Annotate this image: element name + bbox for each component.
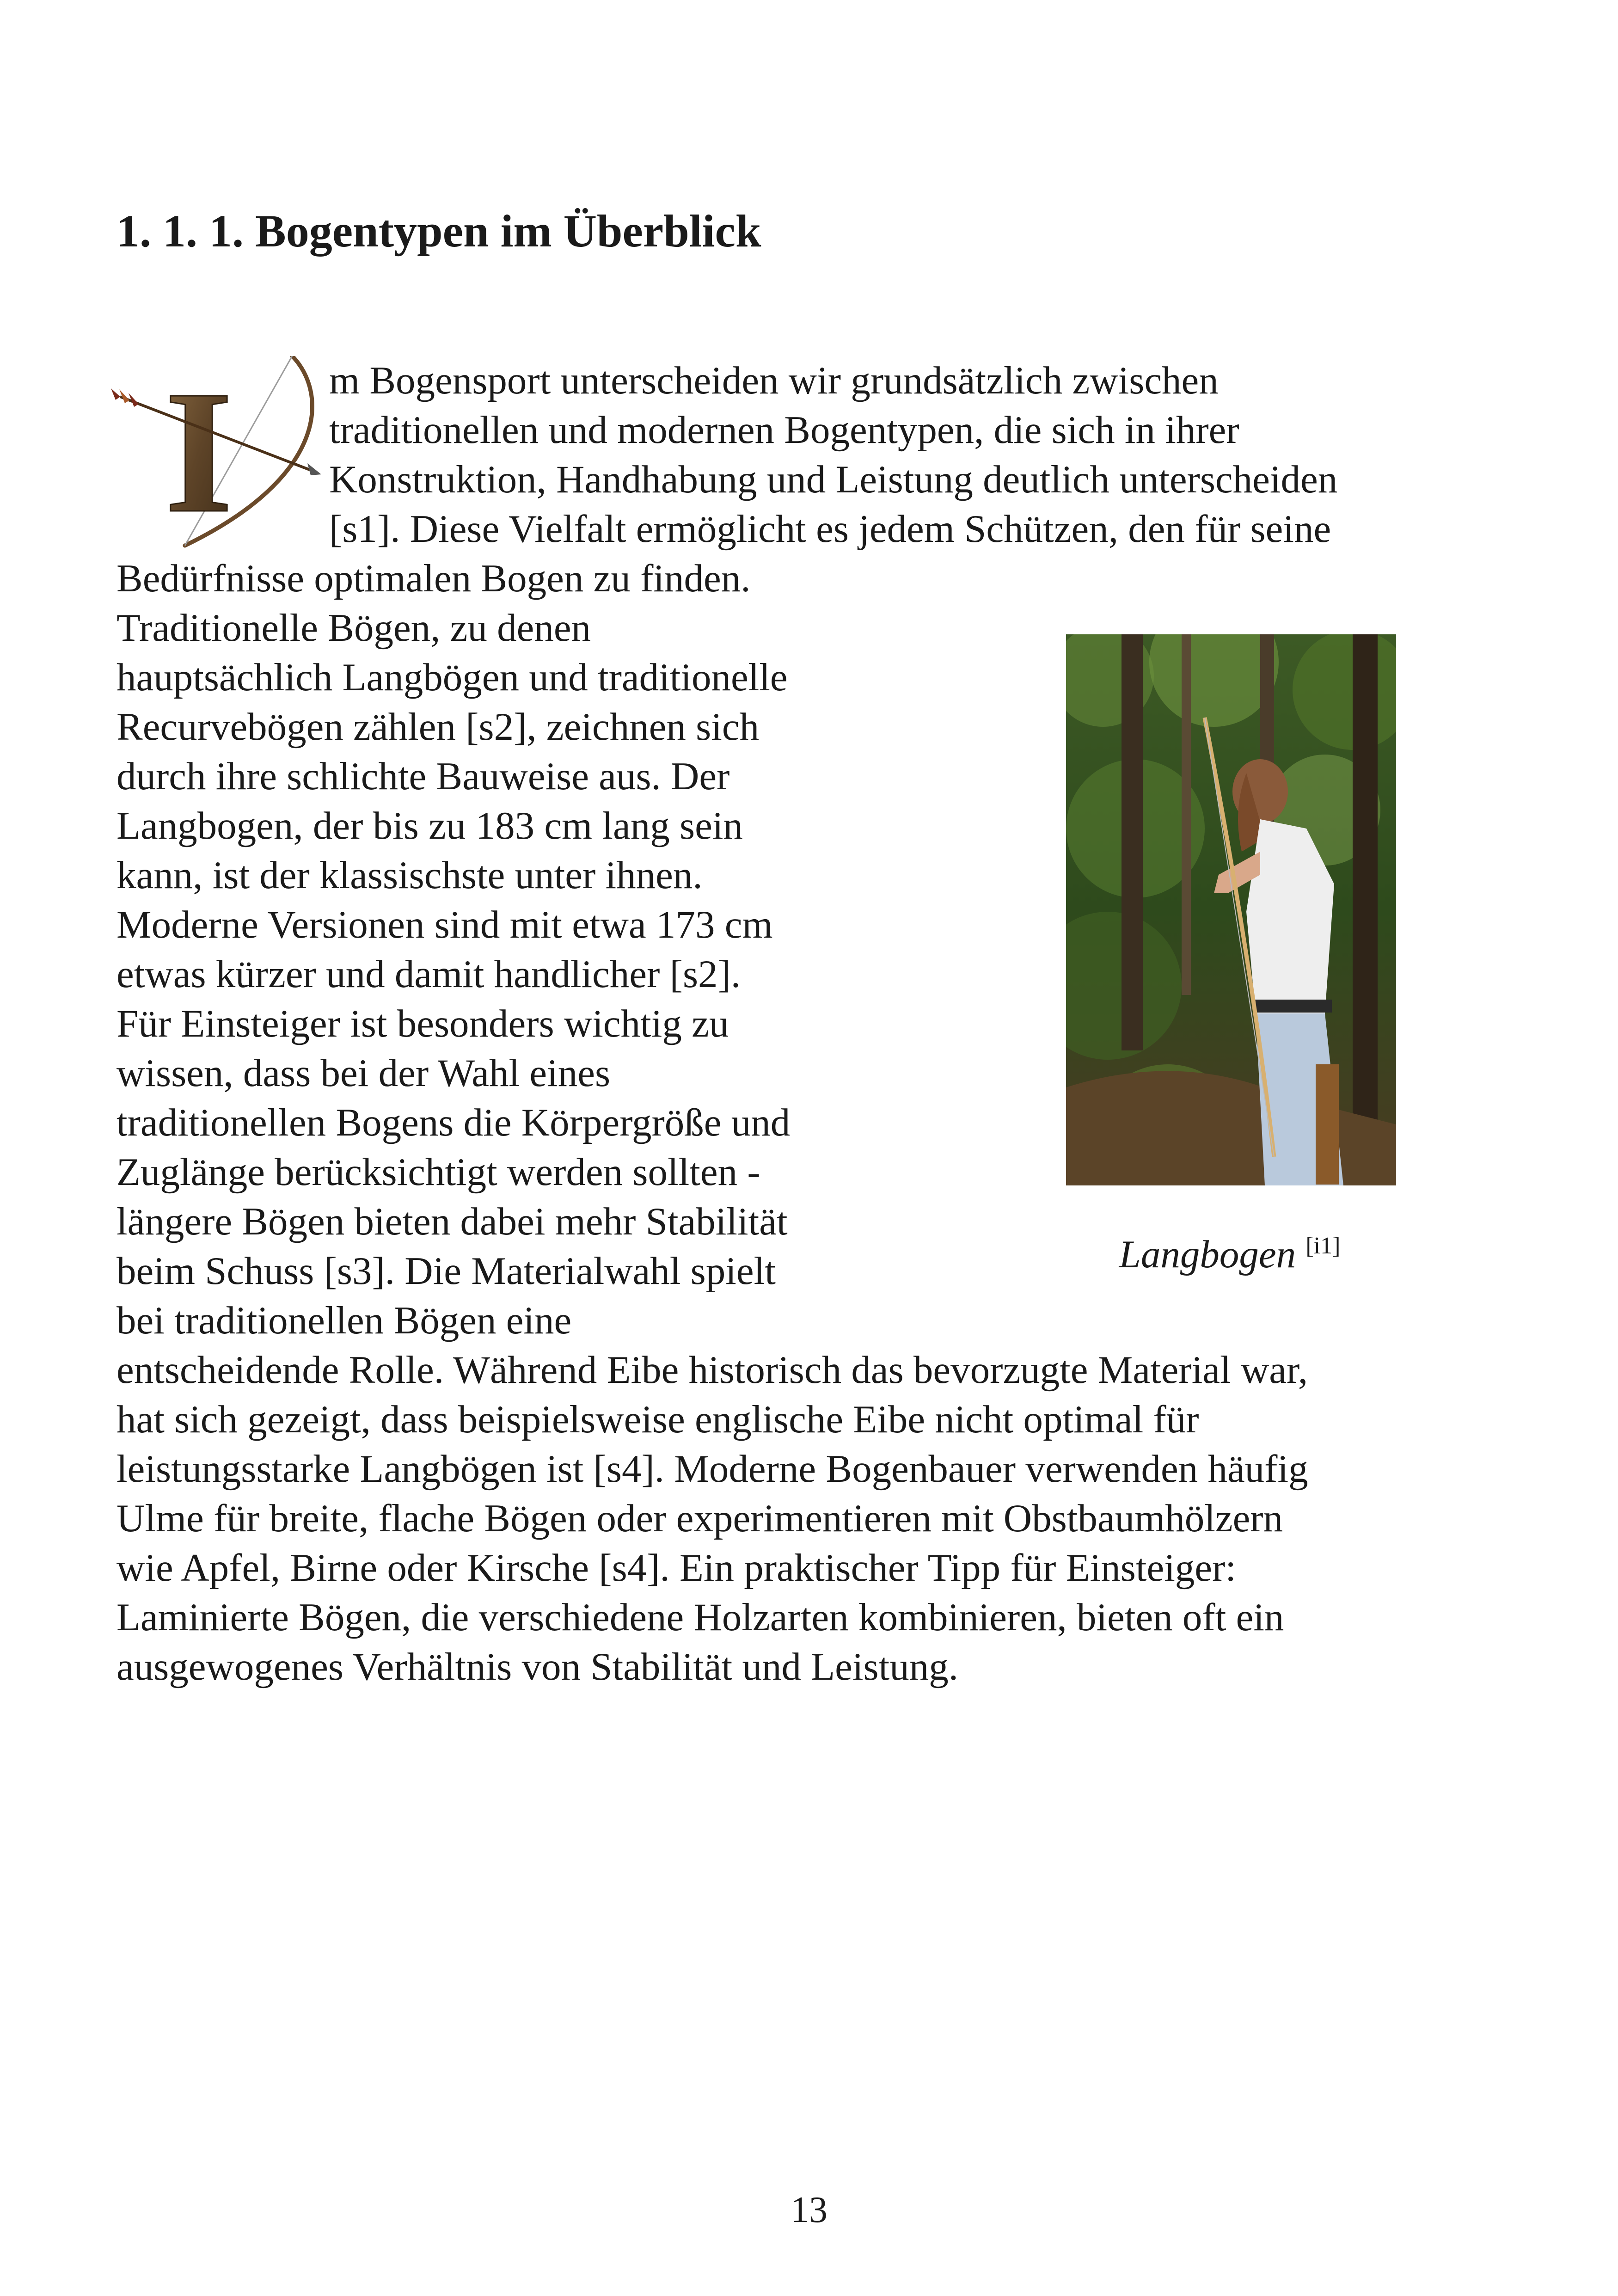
continued-paragraph <box>116 1345 1508 1692</box>
archer-photo <box>1066 634 1396 1185</box>
intro-paragraph-indented <box>329 356 1508 554</box>
text-line: Für Einsteiger ist besonders wichtig zu <box>116 1002 729 1045</box>
text-line: m Bogensport unterscheiden wir grundsätzlich zwischen <box>329 359 1219 402</box>
text-line: Moderne Versionen sind mit etwa 173 cm <box>116 903 773 946</box>
text-line: Traditionelle Bögen, zu denen <box>116 606 591 650</box>
text-line: hat sich gezeigt, dass beispielsweise englische Eibe nicht optimal für <box>116 1398 1199 1441</box>
figure-caption <box>1045 1221 1415 1280</box>
text-line: Recurvebögen zählen [s2], zeichnen sich <box>116 705 760 749</box>
dropcap-initial <box>111 356 324 550</box>
text-line: längere Bögen bieten dabei mehr Stabilität <box>116 1200 788 1243</box>
caption-text: Langbogen <box>1119 1233 1296 1276</box>
text-line: etwas kürzer und damit handlicher [s2]. <box>116 952 741 996</box>
caption-reference: [i1] <box>1305 1233 1341 1259</box>
text-line: bei traditionellen Bögen eine <box>116 1299 572 1342</box>
text-line: wissen, dass bei der Wahl eines <box>116 1051 611 1095</box>
text-line: Zuglänge berücksichtigt werden sollten - <box>116 1150 760 1194</box>
text-line: entscheidende Rolle. Während Eibe historisch das bevorzugte Material war, <box>116 1348 1308 1392</box>
intro-paragraph-end <box>116 554 1508 603</box>
text-line: ausgewogenes Verhältnis von Stabilität und Leistung. <box>116 1645 958 1688</box>
text-line: wie Apfel, Birne oder Kirsche [s4]. Ein praktischer Tipp für Einsteiger: <box>116 1546 1236 1590</box>
text-line: traditionellen und modernen Bogentypen, die sich in ihrer <box>329 408 1239 452</box>
text-line: durch ihre schlichte Bauweise aus. Der <box>116 755 730 798</box>
text-line: Laminierte Bögen, die verschiedene Holzarten kombinieren, bieten oft ein <box>116 1596 1284 1639</box>
text-line: Konstruktion, Handhabung und Leistung deutlich unterscheiden <box>329 458 1338 501</box>
text-column <box>116 603 902 1345</box>
text-line: Ulme für breite, flache Bögen oder experimentieren mit Obstbaumhölzern <box>116 1497 1283 1540</box>
text-line: kann, ist der klassischste unter ihnen. <box>116 853 703 897</box>
text-line: beim Schuss [s3]. Die Materialwahl spielt <box>116 1249 776 1293</box>
section-heading: 1. 1. 1. Bogentypen im Überblick <box>116 205 761 257</box>
text-line: hauptsächlich Langbögen und traditionelle <box>116 656 788 699</box>
dropcap-letter: I <box>165 356 233 549</box>
text-line: [s1]. Diese Vielfalt ermöglicht es jedem Schützen, den für seine <box>329 507 1331 551</box>
text-line: leistungsstarke Langbögen ist [s4]. Moderne Bogenbauer verwenden häufig <box>116 1447 1308 1491</box>
text-line: Langbogen, der bis zu 183 cm lang sein <box>116 804 743 847</box>
page-number: 13 <box>791 2190 827 2230</box>
bow-arrow-dropcap-icon <box>111 356 324 550</box>
text-line: Bedürfnisse optimalen Bogen zu finden. <box>116 557 751 600</box>
text-line: traditionellen Bogens die Körpergröße und <box>116 1101 791 1144</box>
